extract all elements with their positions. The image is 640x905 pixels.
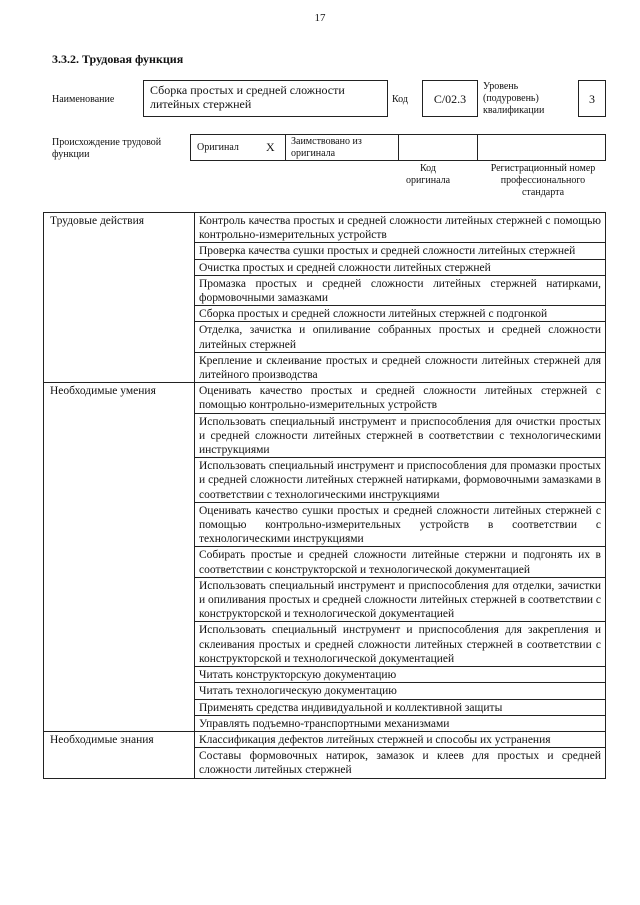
code-label: Код <box>392 94 408 105</box>
table-cell: Классификация дефектов литейных стержней и способы их устранения <box>195 731 606 747</box>
section-heading: Необходимые знания <box>44 731 195 778</box>
table-cell: Использовать специальный инструмент и приспособления для закрепления и склеивания простых и средней сложности литейных стержней в соответствии с конструкторской и технологической документацией <box>195 622 606 667</box>
table-cell: Очистка простых и средней сложности литейных стержней <box>195 259 606 275</box>
section-heading: Трудовые действия <box>44 213 195 383</box>
table-row <box>44 213 606 243</box>
page-number: 17 <box>314 12 326 24</box>
table-cell: Проверка качества сушки простых и средней сложности литейных стержней <box>195 243 606 259</box>
table-cell: Управлять подъемно-транспортными механизмами <box>195 715 606 731</box>
code-value: C/02.3 <box>433 92 467 106</box>
origin-row <box>190 134 606 161</box>
table-cell: Промазка простых и средней сложности литейных стержней натирками, формовочными замазками <box>195 275 606 305</box>
name-value: Сборка простых и средней сложности литейных стержней <box>150 83 345 111</box>
table-row <box>44 731 606 747</box>
level-label: Уровень (подуровень) квалификации <box>483 81 545 116</box>
code-value-box <box>422 80 478 117</box>
origin-divider <box>398 135 399 160</box>
table-cell: Крепление и склеивание простых и средней сложности литейных стержней для литейного производства <box>195 352 606 382</box>
level-value: 3 <box>589 92 595 106</box>
table-cell: Контроль качества простых и средней сложности литейных стержней с помощью контрольно-измерительных устройств <box>195 213 606 243</box>
table-cell: Составы формовочных натирок, замазок и клеев для простых и средней сложности литейных стержней <box>195 748 606 778</box>
section-heading: Необходимые умения <box>44 383 195 732</box>
table-cell: Использовать специальный инструмент и приспособления для промазки простых и средней сложности литейных стержней натирками, формовочными замазками в соответствии с технологическими инструкциями <box>195 458 606 503</box>
original-mark: X <box>266 140 275 154</box>
origin-divider <box>477 135 478 160</box>
name-value-box <box>143 80 388 117</box>
table-cell: Применять средства индивидуальной и коллективной защиты <box>195 699 606 715</box>
section-title: 3.3.2. Трудовая функция <box>52 52 184 66</box>
table-cell: Сборка простых и средней сложности литейных стержней с подгонкой <box>195 306 606 322</box>
function-table <box>43 212 606 779</box>
table-cell: Отделка, зачистка и опиливание собранных простых и средней сложности литейных стержней <box>195 322 606 352</box>
origin-divider <box>285 135 286 160</box>
table-cell: Собирать простые и средней сложности литейные стержни и подгонять их в соответствии с конструкторской и технологической документацией <box>195 547 606 577</box>
table-cell: Использовать специальный инструмент и приспособления для очистки простых и средней сложности литейных стержней в соответствии с технологическими инструкциями <box>195 413 606 458</box>
origin-label: Происхождение трудовой функции <box>52 137 162 160</box>
code-original-caption: Код оригинала <box>405 163 451 186</box>
table-cell: Оценивать качество сушки простых и средней сложности литейных стержней с помощью контрольно-измерительных устройств в соответствии с технологическими инструкциями <box>195 502 606 547</box>
original-label: Оригинал <box>197 142 239 153</box>
table-row <box>44 383 606 413</box>
registration-number-caption: Регистрационный номер профессионального стандарта <box>490 163 596 198</box>
table-cell: Читать конструкторскую документацию <box>195 667 606 683</box>
borrowed-label: Заимствовано из оригинала <box>291 136 362 159</box>
level-value-box <box>578 80 606 117</box>
table-cell: Использовать специальный инструмент и приспособления для отделки, зачистки и опиливания простых и средней сложности литейных стержней в соответствии с конструкторской и технологической документацией <box>195 577 606 622</box>
table-cell: Оценивать качество простых и средней сложности литейных стержней с помощью контрольно-измерительных устройств <box>195 383 606 413</box>
table-cell: Читать технологическую документацию <box>195 683 606 699</box>
name-label: Наименование <box>52 94 115 105</box>
